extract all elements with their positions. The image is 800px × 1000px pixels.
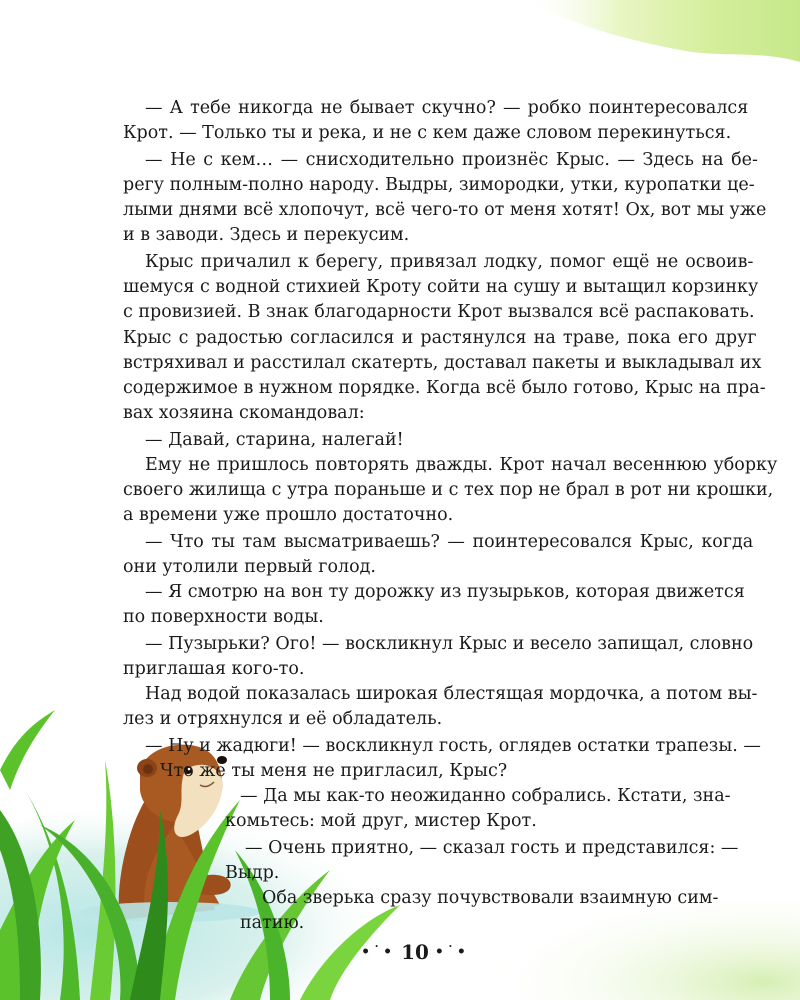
text-line: Над водой показалась широкая блестящая мордочка, а потом вы- <box>145 684 758 704</box>
text-line: — Ну и жадюги! — воскликнул гость, оглядев остатки трапезы. — <box>145 736 761 756</box>
text-line: Оба зверька сразу почувствовали взаимную сим- <box>262 888 719 908</box>
text-line: с провизией. В знак благодарности Крот вызвался всё распаковать. <box>123 302 755 322</box>
text-line: Крот. — Только ты и река, и не с кем даже словом перекинуться. <box>123 123 732 143</box>
top-watercolor-wash <box>0 0 800 80</box>
text-line: содержимое в нужном порядке. Когда всё было готово, Крыс на пра- <box>123 378 766 398</box>
text-line: Что же ты меня не пригласил, Крыс? <box>160 761 508 781</box>
text-line: приглашая кого-то. <box>123 659 305 679</box>
text-line: — Я смотрю на вон ту дорожку из пузырьков, которая движется <box>145 582 745 602</box>
text-line: — Пузырьки? Ого! — воскликнул Крыс и весело запищал, словно <box>145 634 754 654</box>
text-line: Ему не пришлось повторять дважды. Крот начал весеннюю уборку <box>145 455 778 475</box>
text-line: регу полным-полно народу. Выдры, зимородки, утки, куропатки це- <box>123 175 755 195</box>
text-line: по поверхности воды. <box>123 607 324 627</box>
text-line: шемуся с водной стихией Кроту сойти на сушу и вытащил корзинку <box>123 277 759 297</box>
text-line: лез и отряхнулся и её обладатель. <box>123 709 443 729</box>
text-line: комьтесь: мой друг, мистер Крот. <box>225 811 537 831</box>
ornament-dots-left-icon: •˙• <box>361 944 396 960</box>
text-line: вах хозяина скомандовал: <box>123 403 365 423</box>
text-line: своего жилища с утра пораньше и с тех пор не брал в рот ни крошки, <box>123 480 774 500</box>
text-line: Крыс причалил к берегу, привязал лодку, помог ещё не освоив- <box>145 252 754 272</box>
page-number <box>360 940 470 964</box>
text-line: — Не с кем… — снисходительно произнёс Крыс. — Здесь на бе- <box>145 150 758 170</box>
page-number-value: 10 <box>401 940 429 964</box>
text-line: патию. <box>240 913 305 933</box>
text-line: — Очень приятно, — сказал гость и представился: — <box>245 838 739 858</box>
text-line: Выдр. <box>225 863 280 883</box>
ornament-dots-right-icon: •˙• <box>434 944 469 960</box>
text-line: — Что ты там высматриваешь? — поинтересовался Крыс, когда <box>145 532 754 552</box>
text-line: — А тебе никогда не бывает скучно? — робко поинтересовался <box>145 98 749 118</box>
text-line: — Да мы как-то неожиданно собрались. Кстати, зна- <box>240 786 731 806</box>
text-line: они утолили первый голод. <box>123 557 376 577</box>
text-line: встряхивал и расстилал скатерть, доставал пакеты и выкладывал их <box>123 353 762 373</box>
text-line: а времени уже прошло достаточно. <box>123 505 454 525</box>
text-line: лыми днями всё хлопочут, всё чего-то от меня хотят! Ох, вот мы уже <box>123 200 767 220</box>
text-line: и в заводи. Здесь и перекусим. <box>123 225 410 245</box>
text-line: Крыс с радостью согласился и растянулся на траве, пока его друг <box>123 328 757 348</box>
text-line: — Давай, старина, налегай! <box>145 430 404 450</box>
